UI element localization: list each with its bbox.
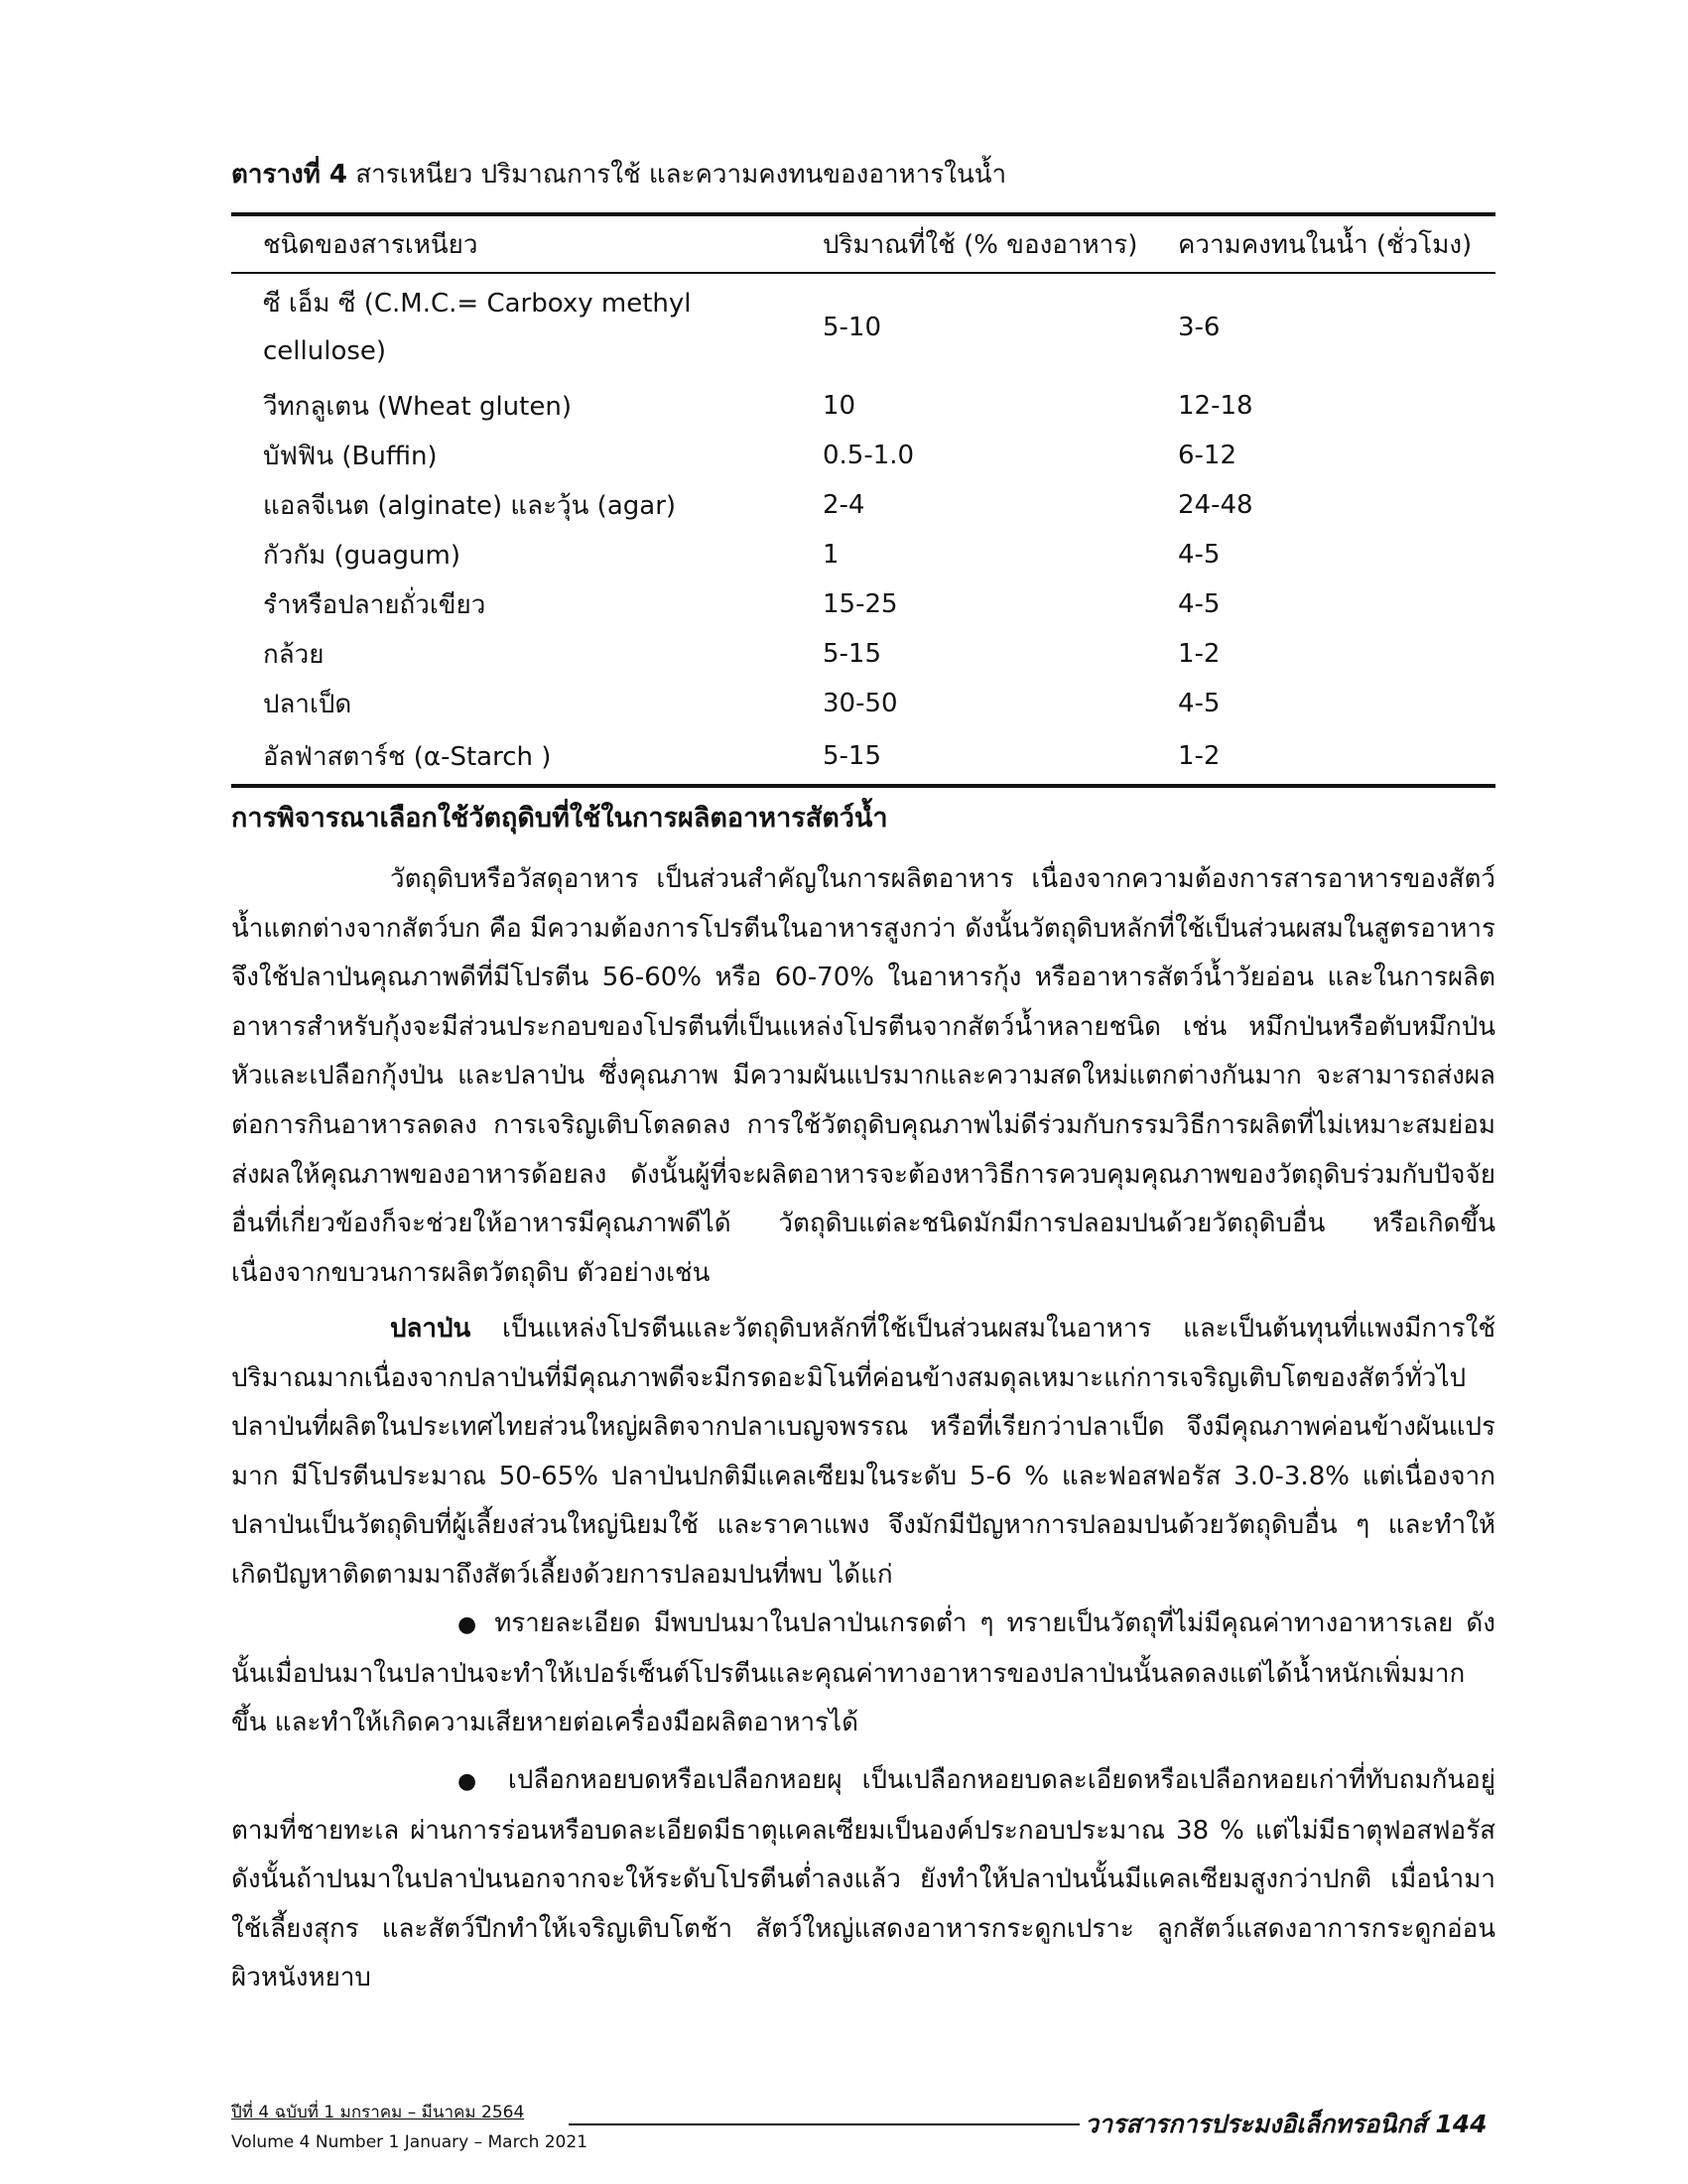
cell-durability: 4-5 [1178, 589, 1221, 619]
table-row [231, 679, 1495, 728]
bullet-icon: ● [457, 1612, 482, 1637]
bullet-text [231, 1600, 1495, 1748]
cell-durability: 24-48 [1178, 490, 1253, 520]
table-row [231, 530, 1495, 579]
table-caption-text: สารเหนียว ปริมาณการใช้ และความคงทนของอาหารในน้ำ [347, 160, 1007, 190]
binder-table [231, 212, 1495, 788]
cell-binder-type: แอลจีเนต (alginate) และวุ้น (agar) [263, 490, 677, 521]
footer-journal [1085, 2105, 1488, 2144]
header-binder-type: ชนิดของสารเหนียว [263, 229, 478, 260]
cell-binder-type: ปลาเป็ด [263, 689, 352, 719]
table-header-row [231, 216, 1495, 274]
bullet-body: เปลือกหอยบดหรือเปลือกหอยผุ เป็นเปลือกหอยบดละเอียดหรือเปลือกหอยเก่าที่ทับถมกันอยู่ตามที่ชายทะเล ผ่านการร่อนหรือบดละเอียดมีธาตุแคลเซียมเป็นองค์ประกอบประมาณ 38 % แต่ไม่มีธาตุฟอสฟอรัส ดังนั้นถ้าปนมาในปลาป่นนอกจากจะให้ระดับโปรตีนต่ำลงแล้ว ยังทำให้ปลาป่นนั้นมีแคลเซียมสูงกว่าปกติ เมื่อนำมาใช้เลี้ยงสุกร และสัตว์ปีกทำให้เจริญเติบโตช้า สัตว์ใหญ่แสดงอาหารกระดูกเปราะ ลูกสัตว์แสดงอาการกระดูกอ่อน ผิวหนังหยาบ [231, 1765, 1495, 1993]
table-caption [231, 157, 1006, 193]
cell-durability: 4-5 [1178, 540, 1221, 570]
cell-durability: 3-6 [1178, 313, 1221, 342]
paragraph-text: วัตถุดิบหรือวัสดุอาหาร เป็นส่วนสำคัญในการผลิตอาหาร เนื่องจากความต้องการสารอาหารของสัตว์น้ำแตกต่างจากสัตว์บก คือ มีความต้องการโปรตีนในอาหารสูงกว่า ดังนั้นวัตถุดิบหลักที่ใช้เป็นส่วนผสมในสูตรอาหารจึงใช้ปลาป่นคุณภาพดีที่มีโปรตีน 56-60% หรือ 60-70% ในอาหารกุ้ง หรืออาหารสัตว์น้ำวัยอ่อน และในการผลิตอาหารสำหรับกุ้งจะมีส่วนประกอบของโปรตีนที่เป็นแหล่งโปรตีนจากสัตว์น้ำหลายชนิด เช่น หมึกป่นหรือตับหมึกป่น หัวและเปลือกกุ้งป่น และปลาป่น ซึ่งคุณภาพ มีความผันแปรมากและความสดใหม่แตกต่างกันมาก จะสามารถส่งผลต่อการกินอาหารลดลง การเจริญเติบโตลดลง การใช้วัตถุดิบคุณภาพไม่ดีร่วมกับกรรมวิธีการผลิตที่ไม่เหมาะสมย่อมส่งผลให้คุณภาพของอาหารด้อยลง ดังนั้นผู้ที่จะผลิตอาหารจะต้องหาวิธีการควบคุมคุณภาพของวัตถุดิบร่วมกับปัจจัยอื่นที่เกี่ยวข้องก็จะช่วยให้อาหารมีคุณภาพดีได้ วัตถุดิบแต่ละชนิดมักมีการปลอมปนด้วยวัตถุดิบอื่น หรือเกิดขึ้นเนื่องจากขบวนการผลิตวัตถุดิบ ตัวอย่างเช่น [231, 864, 1495, 1288]
cell-amount: 1 [823, 540, 840, 570]
footer-issue [231, 2098, 587, 2157]
cell-binder-line2: cellulose) [263, 336, 387, 366]
cell-amount: 5-10 [823, 313, 882, 342]
table-row [231, 728, 1495, 784]
table-row [231, 274, 1495, 381]
cell-binder-type: กล้วย [263, 639, 325, 670]
table-row [231, 381, 1495, 431]
paragraph-raw-materials [231, 855, 1495, 1298]
cell-amount: 10 [823, 391, 856, 421]
cell-binder-type: วีทกลูเตน (Wheat gluten) [263, 391, 572, 422]
footer-journal-name: วารสารการประมงอิเล็กทรอนิกส์ [1085, 2110, 1427, 2138]
paragraph-lead: ปลาป่น [390, 1314, 471, 1344]
bullet-shell [231, 1756, 1495, 2003]
cell-binder-type: กัวกัม (guagum) [263, 540, 460, 571]
table-caption-label: ตารางที่ 4 [231, 160, 348, 190]
paragraph-text [231, 1305, 1495, 1601]
cell-binder-type: บัฟฟิน (Buffin) [263, 441, 438, 471]
footer-page-number: 144 [1435, 2110, 1488, 2138]
cell-binder-line1: ซี เอ็ม ซี (C.M.C.= Carboxy methyl [263, 289, 692, 319]
paragraph-body: เป็นแหล่งโปรตีนและวัตถุดิบหลักที่ใช้เป็นส่วนผสมในอาหาร และเป็นต้นทุนที่แพงมีการใช้ปริมาณมากเนื่องจากปลาป่นที่มีคุณภาพดีจะมีกรดอะมิโนที่ค่อนข้างสมดุลเหมาะแก่การเจริญเติบโตของสัตว์ทั่วไป ปลาป่นที่ผลิตในประเทศไทยส่วนใหญ่ผลิตจากปลาเบญจพรรณ หรือที่เรียกว่าปลาเป็ด จึงมีคุณภาพค่อนข้างผันแปรมาก มีโปรตีนประมาณ 50-65% ปลาป่นปกติมีแคลเซียมในระดับ 5-6 % และฟอสฟอรัส 3.0-3.8% แต่เนื่องจากปลาป่นเป็นวัตถุดิบที่ผู้เลี้ยงส่วนใหญ่นิยมใช้ และราคาแพง จึงมักมีปัญหาการปลอมปนด้วยวัตถุดิบอื่น ๆ และทำให้เกิดปัญหาติดตามมาถึงสัตว์เลี้ยงด้วยการปลอมปนที่พบ ได้แก่ [231, 1314, 1495, 1590]
cell-durability: 12-18 [1178, 391, 1253, 421]
cell-binder-type [231, 280, 823, 375]
cell-amount: 30-50 [823, 689, 898, 718]
header-durability: ความคงทนในน้ำ (ชั่วโมง) [1178, 229, 1473, 260]
cell-binder-type: รำหรือปลายถั่วเขียว [263, 589, 486, 620]
cell-amount: 5-15 [823, 741, 882, 771]
section-heading: การพิจารณาเลือกใช้วัตถุดิบที่ใช้ในการผลิตอาหารสัตว์น้ำ [231, 803, 888, 834]
paragraph-fishmeal [231, 1305, 1495, 1601]
bullet-icon: ● [457, 1769, 488, 1794]
bullet-body: ทรายละเอียด มีพบปนมาในปลาป่นเกรดต่ำ ๆ ทรายเป็นวัตถุที่ไม่มีคุณค่าทางอาหารเลย ดังนั้นเมื่อปนมาในปลาป่นจะทำให้เปอร์เซ็นต์โปรตีนและคุณค่าทางอาหารของปลาป่นนั้นลดลงแต่ได้น้ำหนักเพิ่มมากขึ้น และทำให้เกิดความเสียหายต่อเครื่องมือผลิตอาหารได้ [231, 1608, 1495, 1738]
header-amount: ปริมาณที่ใช้ (% ของอาหาร) [823, 229, 1138, 260]
cell-amount: 15-25 [823, 589, 898, 619]
footer-issue-th: ปีที่ 4 ฉบับที่ 1 มกราคม – มีนาคม 2564 [231, 2103, 525, 2122]
bullet-text [231, 1756, 1495, 2003]
table-row [231, 579, 1495, 629]
table-row [231, 480, 1495, 530]
footer-divider [569, 2123, 1080, 2125]
cell-amount: 0.5-1.0 [823, 441, 915, 470]
cell-amount: 2-4 [823, 490, 865, 520]
table-row [231, 629, 1495, 679]
footer-issue-en: Volume 4 Number 1 January – March 2021 [231, 2132, 588, 2152]
cell-binder-type: อัลฟ่าสตาร์ช (α-Starch ) [263, 741, 552, 772]
table-row [231, 431, 1495, 480]
cell-durability: 1-2 [1178, 639, 1221, 669]
bullet-sand [231, 1600, 1495, 1748]
cell-durability: 6-12 [1178, 441, 1237, 470]
cell-durability: 1-2 [1178, 741, 1221, 771]
cell-amount: 5-15 [823, 639, 882, 669]
cell-durability: 4-5 [1178, 689, 1221, 718]
